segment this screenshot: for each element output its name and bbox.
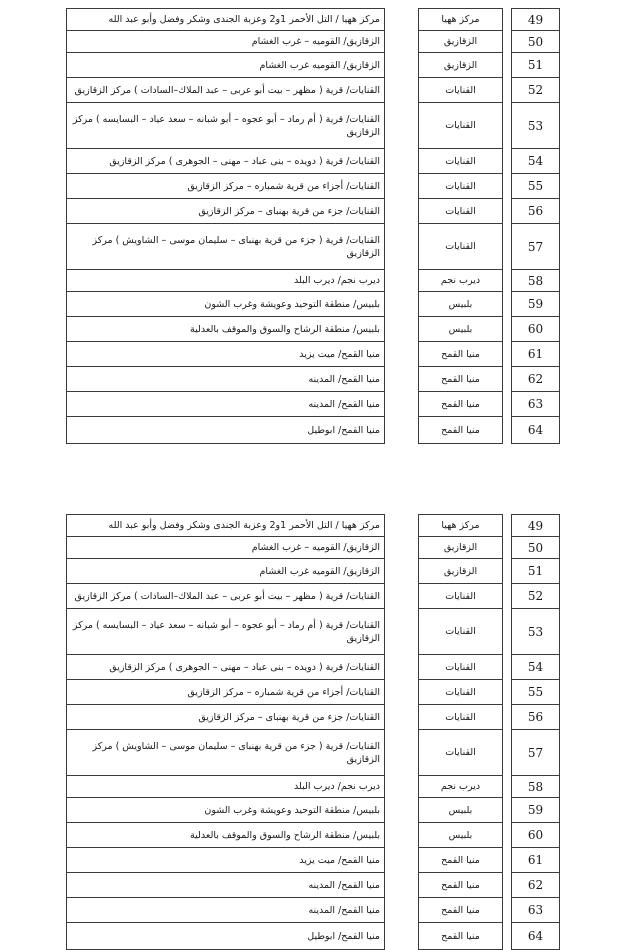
areas-cell: الزقازيق/ القوميه غرب الغشام	[67, 559, 385, 584]
table-row	[67, 9, 560, 31]
column-spacer	[385, 342, 419, 367]
center-cell: القنايات	[419, 78, 503, 103]
areas-cell: بلبيس/ منطقة الرشاح والسوق والموقف بالعدلية	[67, 823, 385, 848]
distribution-table	[66, 514, 560, 950]
column-spacer	[385, 292, 419, 317]
areas-cell: منيا القمح/ المدينه	[67, 898, 385, 923]
column-spacer	[385, 317, 419, 342]
column-spacer	[385, 705, 419, 730]
column-spacer	[503, 609, 512, 655]
row-number-cell: 58	[512, 776, 560, 798]
table-row	[67, 515, 560, 537]
column-spacer	[385, 224, 419, 270]
areas-cell: منيا القمح/ المدينه	[67, 873, 385, 898]
row-number-cell: 51	[512, 559, 560, 584]
column-spacer	[385, 898, 419, 923]
center-cell: القنايات	[419, 730, 503, 776]
column-spacer	[385, 655, 419, 680]
column-spacer	[385, 873, 419, 898]
column-spacer	[503, 270, 512, 292]
areas-cell: منيا القمح/ المدينه	[67, 367, 385, 392]
center-cell: الزقازيق	[419, 53, 503, 78]
column-spacer	[385, 367, 419, 392]
table-row	[67, 103, 560, 149]
areas-cell: القنايات/ قرية ( جزء من قرية بهنباى – سليمان موسى – الشاويش ) مركز الزقازيق	[67, 224, 385, 270]
row-number-cell: 60	[512, 317, 560, 342]
column-spacer	[503, 367, 512, 392]
areas-cell: القنايات/ جزء من قرية بهنباى – مركز الزقازيق	[67, 199, 385, 224]
center-cell: القنايات	[419, 705, 503, 730]
center-cell: القنايات	[419, 224, 503, 270]
row-number-cell: 64	[512, 923, 560, 950]
column-spacer	[503, 680, 512, 705]
table-row	[67, 655, 560, 680]
center-cell: الزقازيق	[419, 559, 503, 584]
row-number-cell: 57	[512, 730, 560, 776]
column-spacer	[503, 149, 512, 174]
center-cell: الزقازيق	[419, 31, 503, 53]
column-spacer	[503, 873, 512, 898]
row-number-cell: 53	[512, 609, 560, 655]
table-row	[67, 923, 560, 950]
row-number-cell: 61	[512, 848, 560, 873]
areas-cell: القنايات/ قرية ( مظهر – بيت أبو عربى – عبد الملاك–السادات ) مركز الزقازيق	[67, 584, 385, 609]
center-cell: القنايات	[419, 149, 503, 174]
center-cell: منيا القمح	[419, 923, 503, 950]
distribution-table	[66, 8, 560, 444]
areas-cell: الزقازيق/ القوميه – غرب الغشام	[67, 31, 385, 53]
row-number-cell: 56	[512, 199, 560, 224]
center-cell: القنايات	[419, 174, 503, 199]
row-number-cell: 58	[512, 270, 560, 292]
center-cell: ديرب نجم	[419, 776, 503, 798]
column-spacer	[503, 417, 512, 444]
row-number-cell: 60	[512, 823, 560, 848]
column-spacer	[503, 798, 512, 823]
column-spacer	[385, 537, 419, 559]
column-spacer	[503, 9, 512, 31]
column-spacer	[503, 174, 512, 199]
center-cell: منيا القمح	[419, 873, 503, 898]
column-spacer	[503, 31, 512, 53]
center-cell: منيا القمح	[419, 367, 503, 392]
table-row	[67, 584, 560, 609]
column-spacer	[385, 31, 419, 53]
areas-cell: بلبيس/ منطقة التوحيد وعويشة وغرب الشون	[67, 798, 385, 823]
column-spacer	[385, 199, 419, 224]
areas-cell: القنايات/ قرية ( أم رماد – أبو عجوه – أبو شبانه – سعد عياد – البسايسه ) مركز الزقازيق	[67, 103, 385, 149]
table-row	[67, 537, 560, 559]
column-spacer	[385, 609, 419, 655]
areas-cell: القنايات/ جزء من قرية بهنباى – مركز الزقازيق	[67, 705, 385, 730]
table-row	[67, 609, 560, 655]
row-number-cell: 49	[512, 9, 560, 31]
table-row	[67, 31, 560, 53]
table-row	[67, 342, 560, 367]
column-spacer	[385, 559, 419, 584]
table-row	[67, 798, 560, 823]
areas-cell: منيا القمح/ المدينه	[67, 392, 385, 417]
areas-cell: القنايات/ قرية ( مظهر – بيت أبو عربى – عبد الملاك–السادات ) مركز الزقازيق	[67, 78, 385, 103]
center-cell: منيا القمح	[419, 417, 503, 444]
center-cell: مركز ههيا	[419, 9, 503, 31]
table-row	[67, 417, 560, 444]
row-number-cell: 50	[512, 537, 560, 559]
areas-cell: القنايات/ قرية ( جزء من قرية بهنباى – سليمان موسى – الشاويش ) مركز الزقازيق	[67, 730, 385, 776]
center-cell: منيا القمح	[419, 392, 503, 417]
center-cell: بلبيس	[419, 292, 503, 317]
areas-cell: منيا القمح/ ميت يزيد	[67, 342, 385, 367]
table-row	[67, 848, 560, 873]
column-spacer	[385, 174, 419, 199]
areas-cell: الزقازيق/ القوميه غرب الغشام	[67, 53, 385, 78]
areas-cell: منيا القمح/ ميت يزيد	[67, 848, 385, 873]
column-spacer	[385, 9, 419, 31]
row-number-cell: 56	[512, 705, 560, 730]
center-cell: منيا القمح	[419, 848, 503, 873]
areas-cell: ديرب نجم/ ديرب البلد	[67, 270, 385, 292]
areas-cell: منيا القمح/ ابوطيل	[67, 417, 385, 444]
column-spacer	[385, 680, 419, 705]
table-row	[67, 224, 560, 270]
column-spacer	[503, 584, 512, 609]
row-number-cell: 52	[512, 584, 560, 609]
areas-cell: منيا القمح/ ابوطيل	[67, 923, 385, 950]
center-cell: القنايات	[419, 655, 503, 680]
column-spacer	[503, 823, 512, 848]
column-spacer	[385, 923, 419, 950]
column-spacer	[503, 515, 512, 537]
row-number-cell: 62	[512, 873, 560, 898]
center-cell: القنايات	[419, 199, 503, 224]
table-row	[67, 705, 560, 730]
row-number-cell: 54	[512, 149, 560, 174]
table-row	[67, 292, 560, 317]
column-spacer	[503, 776, 512, 798]
column-spacer	[503, 342, 512, 367]
areas-cell: القنايات/ قرية ( دويده – بنى عباد – مهنى – الجوهرى ) مركز الزقازيق	[67, 655, 385, 680]
areas-cell: مركز ههيا / التل الأحمر 1و2 وعزبة الجندى وشكر وفضل وأبو عبد الله	[67, 515, 385, 537]
column-spacer	[503, 655, 512, 680]
row-number-cell: 59	[512, 292, 560, 317]
column-spacer	[385, 730, 419, 776]
column-spacer	[503, 103, 512, 149]
areas-cell: القنايات/ أجزاء من قرية شمباره – مركز الزقازيق	[67, 174, 385, 199]
column-spacer	[503, 730, 512, 776]
areas-cell: القنايات/ أجزاء من قرية شمباره – مركز الزقازيق	[67, 680, 385, 705]
column-spacer	[385, 392, 419, 417]
column-spacer	[503, 559, 512, 584]
table-row	[67, 53, 560, 78]
column-spacer	[385, 417, 419, 444]
row-number-cell: 51	[512, 53, 560, 78]
column-spacer	[385, 584, 419, 609]
row-number-cell: 61	[512, 342, 560, 367]
row-number-cell: 54	[512, 655, 560, 680]
areas-cell: الزقازيق/ القوميه – غرب الغشام	[67, 537, 385, 559]
row-number-cell: 63	[512, 898, 560, 923]
areas-cell: بلبيس/ منطقة التوحيد وعويشة وغرب الشون	[67, 292, 385, 317]
table-row	[67, 317, 560, 342]
row-number-cell: 50	[512, 31, 560, 53]
row-number-cell: 64	[512, 417, 560, 444]
column-spacer	[385, 515, 419, 537]
column-spacer	[503, 898, 512, 923]
areas-cell: مركز ههيا / التل الأحمر 1و2 وعزبة الجندى وشكر وفضل وأبو عبد الله	[67, 9, 385, 31]
column-spacer	[385, 798, 419, 823]
row-number-cell: 55	[512, 174, 560, 199]
column-spacer	[503, 848, 512, 873]
column-spacer	[385, 823, 419, 848]
row-number-cell: 49	[512, 515, 560, 537]
center-cell: ديرب نجم	[419, 270, 503, 292]
center-cell: القنايات	[419, 584, 503, 609]
row-number-cell: 62	[512, 367, 560, 392]
center-cell: الزقازيق	[419, 537, 503, 559]
column-spacer	[385, 270, 419, 292]
row-number-cell: 59	[512, 798, 560, 823]
column-spacer	[503, 537, 512, 559]
table-row	[67, 149, 560, 174]
table-row	[67, 776, 560, 798]
table-row	[67, 730, 560, 776]
center-cell: مركز ههيا	[419, 515, 503, 537]
row-number-cell: 57	[512, 224, 560, 270]
table-row	[67, 898, 560, 923]
center-cell: بلبيس	[419, 823, 503, 848]
column-spacer	[385, 848, 419, 873]
row-number-cell: 63	[512, 392, 560, 417]
areas-cell: ديرب نجم/ ديرب البلد	[67, 776, 385, 798]
column-spacer	[385, 78, 419, 103]
column-spacer	[503, 53, 512, 78]
center-cell: بلبيس	[419, 798, 503, 823]
row-number-cell: 55	[512, 680, 560, 705]
table-row	[67, 199, 560, 224]
column-spacer	[385, 103, 419, 149]
areas-cell: بلبيس/ منطقة الرشاح والسوق والموقف بالعدلية	[67, 317, 385, 342]
table-row	[67, 823, 560, 848]
column-spacer	[503, 199, 512, 224]
column-spacer	[503, 317, 512, 342]
column-spacer	[503, 392, 512, 417]
table-row	[67, 367, 560, 392]
column-spacer	[503, 78, 512, 103]
column-spacer	[503, 705, 512, 730]
areas-cell: القنايات/ قرية ( أم رماد – أبو عجوه – أبو شبانه – سعد عياد – البسايسه ) مركز الزقازيق	[67, 609, 385, 655]
table-row	[67, 174, 560, 199]
table-row	[67, 680, 560, 705]
row-number-cell: 52	[512, 78, 560, 103]
center-cell: القنايات	[419, 609, 503, 655]
column-spacer	[503, 292, 512, 317]
table-row	[67, 392, 560, 417]
table-row	[67, 270, 560, 292]
table-row	[67, 78, 560, 103]
table-row	[67, 559, 560, 584]
center-cell: بلبيس	[419, 317, 503, 342]
column-spacer	[385, 776, 419, 798]
areas-cell: القنايات/ قرية ( دويده – بنى عباد – مهنى – الجوهرى ) مركز الزقازيق	[67, 149, 385, 174]
center-cell: منيا القمح	[419, 342, 503, 367]
table-row	[67, 873, 560, 898]
column-spacer	[385, 149, 419, 174]
row-number-cell: 53	[512, 103, 560, 149]
column-spacer	[503, 923, 512, 950]
column-spacer	[503, 224, 512, 270]
center-cell: القنايات	[419, 103, 503, 149]
center-cell: القنايات	[419, 680, 503, 705]
column-spacer	[385, 53, 419, 78]
center-cell: منيا القمح	[419, 898, 503, 923]
